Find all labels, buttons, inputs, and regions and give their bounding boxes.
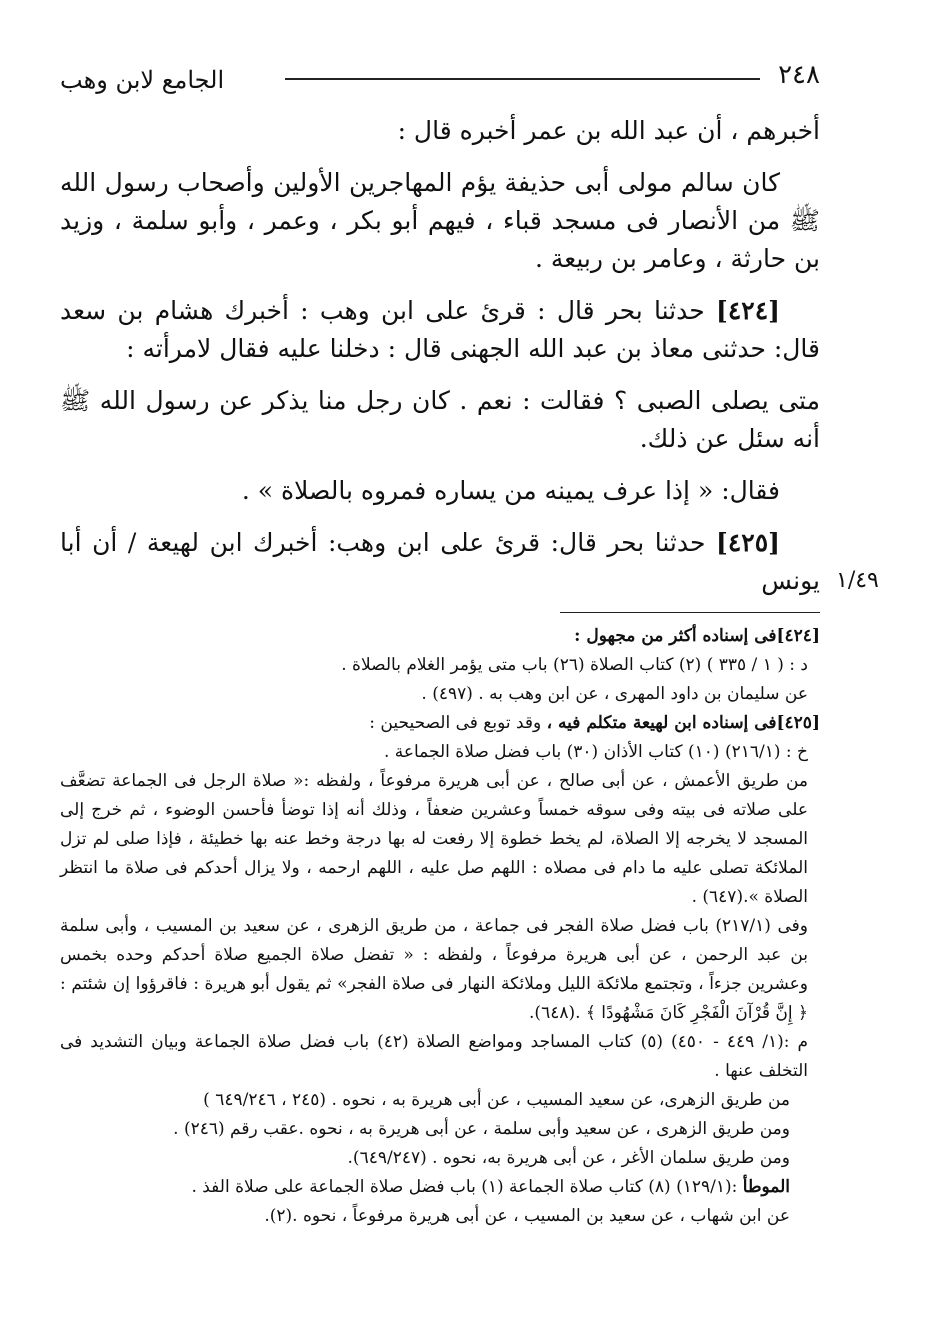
footnote-425-heading (60, 709, 820, 738)
paragraph-2: كان سالم مولى أبى حذيفة يؤم المهاجرين الأولين وأصحاب رسول الله ﷺ من الأنصار فى مسجد قباء ، فيهم أبو بكر ، وعمر ، وأبو سلمة ، وزيد بن حارثة ، وعامر بن ربيعة . (60, 168, 820, 273)
footnote-rule (560, 612, 820, 613)
page-number: ٢٤٨ (778, 60, 820, 90)
main-text (60, 112, 820, 614)
footnote-line: د : ( ١ / ٣٣٥ ) (٢) كتاب الصلاة (٢٦) باب متى يؤمر الغلام بالصلاة . (341, 655, 808, 675)
footnote-line: ومن طريق سلمان الأغر ، عن أبى هريرة به، نحوه . (٦٤٩/٢٤٧). (347, 1148, 790, 1168)
footnote-heading-bold: فى إسناده ابن لهيعة متكلم فيه ، (546, 713, 777, 733)
margin-reference: ١/٤٩ (836, 568, 879, 593)
hadith-number: [٤٢٤] (716, 296, 780, 325)
footnote-number: [٤٢٥] (776, 713, 820, 733)
paragraph-4: متى يصلى الصبى ؟ فقالت : نعم . كان رجل منا يذكر عن رسول الله ﷺ أنه سئل عن ذلك. (60, 386, 820, 453)
hadith-424 (60, 292, 820, 368)
footnote-line: خ : (٢١٦/١) (١٠) كتاب الأذان (٣٠) باب فضل صلاة الجماعة . (383, 742, 808, 762)
header-rule (285, 78, 760, 80)
running-title: الجامع لابن وهب (60, 66, 225, 94)
footnote-text: :(١٢٩/١) (٨) كتاب صلاة الجماعة (١) باب فضل صلاة الجماعة على صلاة الفذ . (191, 1177, 738, 1197)
footnote-line: ومن طريق الزهرى ، عن سعيد وأبى سلمة ، عن أبى هريرة به ، نحوه .عقب رقم (٢٤٦) . (173, 1119, 790, 1139)
footnote-line: عن ابن شهاب ، عن سعيد بن المسيب ، عن أبى هريرة مرفوعاً ، نحوه .(٢). (264, 1206, 790, 1226)
footnote-424-heading (60, 622, 820, 651)
footnote-line (60, 1173, 820, 1202)
paragraph-1: أخبرهم ، أن عبد الله بن عمر أخبره قال : (397, 116, 820, 145)
footnote-line: من طريق الأعمش ، عن أبى صالح ، عن أبى هريرة مرفوعاً ، ولفظه :« صلاة الرجل فى الجماعة تضعَّف على صلاته فى بيته وفى سوقه خمساً وعشرين ضعفاً ، وذلك أنه إذا توضأ فأحسن الوضوء ، ثم خرج إلى المسجد لا يخرجه إلا الصلاة، لم يخط خطوة إلا رفعت له بها درجة وخط عنه بها خطيئة ، فإذا صلى لم تزل الملائكة تصلى عليه ما دام فى مصلاه : اللهم صل عليه ، اللهم ارحمه ، ولا يزال أحدكم فى صلاة ما انتظر الصلاة ».(٦٤٧) . (60, 771, 808, 907)
footnote-source: الموطأ (742, 1177, 790, 1197)
footnote-line: وفى (٢١٧/١) باب فضل صلاة الفجر فى جماعة ، من طريق الزهرى ، عن سعيد بن المسيب ، وأبى سلمة بن عبد الرحمن ، عن أبى هريرة مرفوعاً ، ولفظه : « تفضل صلاة الجميع صلاة أحدكم وحده بخمس وعشرين جزءاً ، وتجتمع ملائكة الليل وملائكة النهار فى صلاة الفجر» ثم يقول أبو هريرة : فاقرؤوا إن شئتم : ﴿ إِنَّ قُرْآنَ الْفَجْرِ كَانَ مَشْهُودًا ﴾ .(٦٤٨). (60, 916, 808, 1023)
hadith-text: حدثنا بحر قال : قرئ على ابن وهب : أخبرك هشام بن سعد قال: حدثنى معاذ بن عبد الله الجهنى قال : دخلنا عليه فقال لامرأته : (60, 296, 820, 363)
footnote-line: عن سليمان بن داود المهرى ، عن ابن وهب به . (٤٩٧) . (421, 684, 808, 704)
hadith-number: [٤٢٥] (716, 528, 780, 557)
footnote-line: م :(١/ ٤٤٩ - ٤٥٠) (٥) كتاب المساجد ومواضع الصلاة (٤٢) باب فضل صلاة الجماعة وبيان التشديد فى التخلف عنها . (60, 1032, 808, 1081)
page-header (60, 58, 820, 98)
footnotes (60, 622, 820, 1231)
footnote-line: من طريق الزهرى، عن سعيد المسيب ، عن أبى هريرة به ، نحوه . (٢٤٥ ، ٦٤٩/٢٤٦ ) (203, 1090, 790, 1110)
footnote-heading-text: فى إسناده أكثر من مجهول : (574, 626, 777, 646)
footnote-heading-rest: وقد توبع فى الصحيحين : (369, 713, 542, 733)
paragraph-5: فقال: « إذا عرف يمينه من يساره فمروه بالصلاة » . (241, 476, 780, 505)
hadith-text: حدثنا بحر قال: قرئ على ابن وهب: أخبرك ابن لهيعة / أن أبا يونس (60, 528, 820, 595)
footnote-number: [٤٢٤] (776, 626, 820, 646)
hadith-425 (60, 524, 820, 600)
